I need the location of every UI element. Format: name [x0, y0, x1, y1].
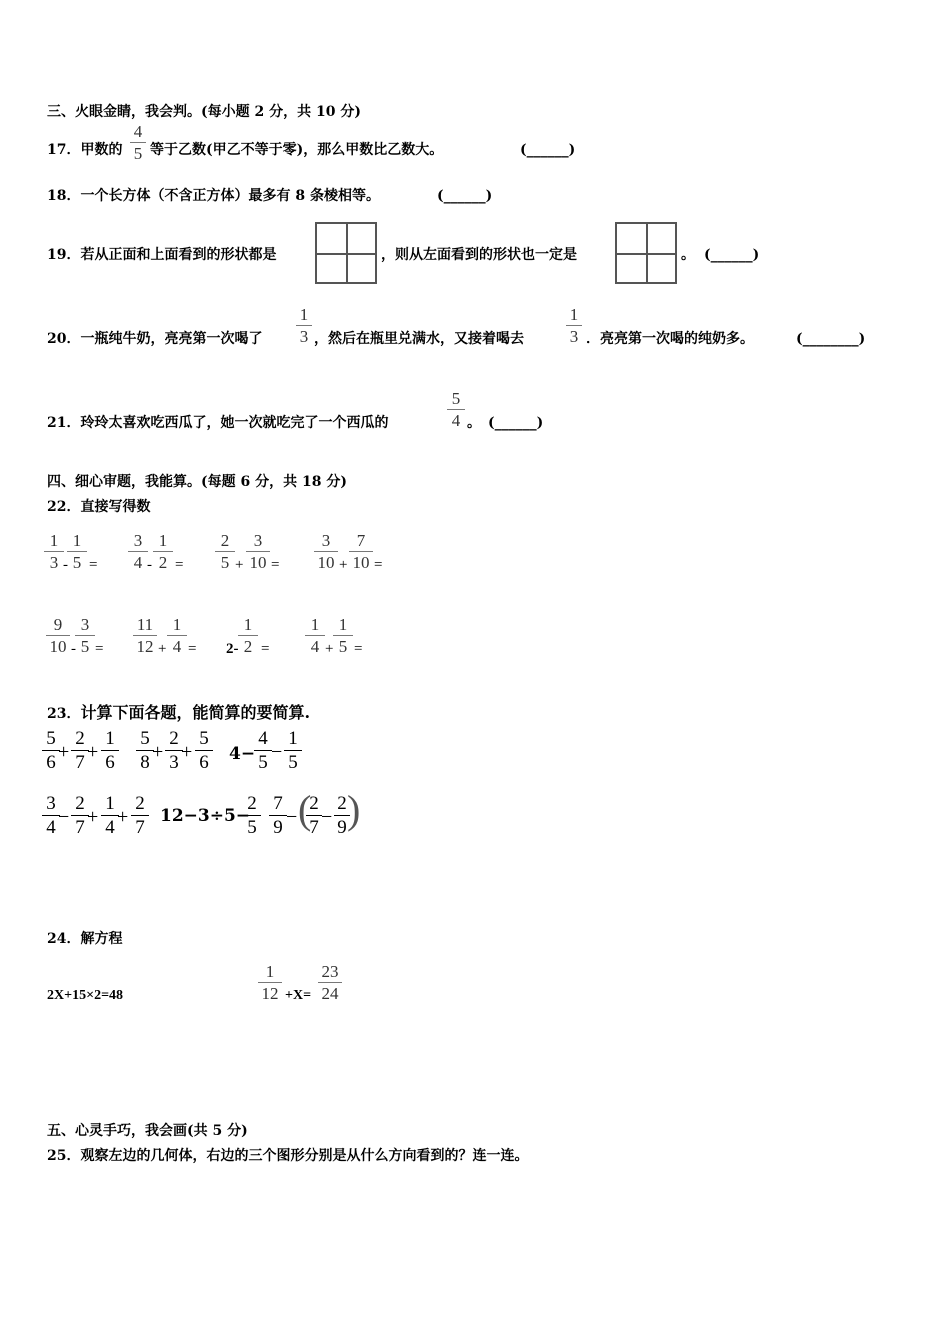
fraction	[67, 531, 87, 572]
q17	[47, 141, 122, 159]
fraction	[131, 793, 149, 838]
numerator: 1	[569, 305, 579, 324]
numerator: 2	[247, 793, 257, 814]
fraction	[128, 531, 148, 572]
numerator: 1	[243, 615, 253, 634]
operator: -	[147, 557, 152, 573]
q17-fraction	[130, 122, 146, 163]
equals: =	[261, 641, 270, 657]
fraction	[284, 728, 302, 773]
denominator: 9	[337, 817, 347, 838]
fraction	[75, 615, 95, 656]
numerator: 11	[136, 615, 154, 634]
denominator: 5	[247, 817, 257, 838]
q20-num: 20．	[47, 331, 81, 347]
denominator: 4	[46, 817, 56, 838]
numerator: 5	[451, 389, 461, 408]
denominator: 8	[140, 752, 150, 773]
operator: +	[235, 557, 244, 573]
fraction	[306, 793, 322, 838]
numerator: 1	[288, 728, 298, 749]
fraction	[243, 793, 261, 838]
numerator: 3	[133, 531, 143, 550]
numerator: 3	[46, 793, 56, 814]
q22-header	[47, 498, 150, 516]
q17-pre: 甲数的	[80, 142, 123, 158]
denominator: 10	[317, 553, 335, 572]
q25	[47, 1147, 528, 1165]
equals: =	[175, 557, 184, 573]
numerator: 1	[105, 793, 115, 814]
equals: =	[95, 641, 104, 657]
fraction	[314, 531, 338, 572]
fraction	[238, 615, 258, 656]
numerator: 4	[133, 122, 143, 141]
q20-pre: 一瓶纯牛奶，亮亮第一次喝了	[80, 331, 263, 347]
q19-post: 。	[681, 247, 695, 263]
numerator: 1	[105, 728, 115, 749]
q23-header	[47, 700, 310, 723]
operator: +	[87, 741, 99, 763]
right-paren: )	[347, 787, 361, 832]
numerator: 2	[337, 793, 347, 814]
q19-num: 19．	[47, 247, 81, 263]
operator: +	[152, 741, 164, 763]
denominator: 4	[105, 817, 115, 838]
q23-num: 23．	[47, 706, 81, 722]
numerator: 1	[265, 962, 275, 981]
q21-fraction	[447, 389, 465, 430]
denominator: 9	[273, 817, 283, 838]
q21-answer-blank[interactable]: (______)	[488, 415, 544, 431]
denominator: 2	[158, 553, 168, 572]
q25-num: 25．	[47, 1148, 81, 1164]
q24-num: 24．	[47, 931, 81, 947]
section3-title: 三、火眼金睛，我会判。(每小题 2 分，共 10 分)	[47, 104, 361, 120]
operator: +	[325, 641, 334, 657]
numerator: 7	[356, 531, 366, 550]
equals: =	[374, 557, 383, 573]
denominator: 5	[220, 553, 230, 572]
numerator: 2	[75, 793, 85, 814]
fraction	[246, 531, 270, 572]
fraction	[133, 615, 157, 656]
q24-equation-1: 2X+15×2=48	[47, 988, 124, 1003]
denominator: 3	[569, 327, 579, 346]
fraction	[167, 615, 187, 656]
numerator: 23	[321, 962, 339, 981]
numerator: 5	[46, 728, 56, 749]
numerator: 1	[338, 615, 348, 634]
equals: =	[354, 641, 363, 657]
numerator: 1	[310, 615, 320, 634]
q20	[47, 330, 262, 348]
fraction	[333, 615, 353, 656]
q24-title: 解方程	[80, 931, 123, 947]
numerator: 5	[199, 728, 209, 749]
q19	[47, 246, 276, 264]
section4-title: 四、细心审题，我能算。(每题 6 分，共 18 分)	[47, 474, 347, 490]
denominator: 6	[199, 752, 209, 773]
numerator: 1	[299, 305, 309, 324]
fraction	[269, 793, 287, 838]
numerator: 4	[258, 728, 268, 749]
operator: +	[339, 557, 348, 573]
numerator: 1	[72, 531, 82, 550]
q22-title: 直接写得数	[80, 499, 151, 515]
denominator: 12	[261, 984, 279, 1003]
denominator: 10	[249, 553, 267, 572]
fraction	[101, 728, 119, 773]
q23-title: 计算下面各题，能简算的要简算.	[80, 703, 311, 722]
q20-post: ．亮亮第一次喝的纯奶多。	[586, 331, 754, 347]
q21-pre: 玲玲太喜欢吃西瓜了，她一次就吃完了一个西瓜的	[80, 415, 389, 431]
numerator: 3	[321, 531, 331, 550]
fraction	[254, 728, 272, 773]
denominator: 4	[451, 411, 461, 430]
denominator: 2	[243, 637, 253, 656]
denominator: 4	[310, 637, 320, 656]
q17-post: 等于乙数(甲乙不等于零)，那么甲数比乙数大。	[150, 142, 444, 158]
q19-pre: 若从正面和上面看到的形状都是	[80, 247, 277, 263]
q19-grid-shape-1	[315, 222, 377, 284]
q18-num: 18．	[47, 188, 81, 204]
q21	[47, 414, 388, 432]
denominator: 5	[133, 144, 143, 163]
equals: =	[271, 557, 280, 573]
denominator: 7	[75, 817, 85, 838]
operator: -	[63, 557, 68, 573]
operator: -	[71, 641, 76, 657]
numerator: 2	[75, 728, 85, 749]
denominator: 12	[136, 637, 154, 656]
denominator: 3	[169, 752, 179, 773]
denominator: 4	[172, 637, 182, 656]
fraction	[195, 728, 213, 773]
numerator: 3	[80, 615, 90, 634]
fraction	[318, 962, 342, 1003]
denominator: 3	[299, 327, 309, 346]
denominator: 4	[133, 553, 143, 572]
q25-text: 观察左边的几何体，右边的三个图形分别是从什么方向看到的？连一连。	[80, 1148, 529, 1164]
fraction	[44, 531, 64, 572]
denominator: 10	[49, 637, 67, 656]
q21-num: 21．	[47, 415, 81, 431]
q20-answer-blank[interactable]: (________)	[796, 331, 866, 347]
denominator: 5	[80, 637, 90, 656]
numerator: 3	[253, 531, 263, 550]
numerator: 9	[53, 615, 63, 634]
q20-fraction-2	[566, 305, 582, 346]
denominator: 7	[75, 752, 85, 773]
q22-num: 22．	[47, 499, 81, 515]
prefix: 2-	[226, 641, 239, 657]
operator: +	[158, 641, 167, 657]
denominator: 6	[105, 752, 115, 773]
fraction	[258, 962, 282, 1003]
numerator: 2	[309, 793, 319, 814]
fraction	[349, 531, 373, 572]
section5-title: 五、心灵手巧，我会画(共 5 分)	[47, 1123, 248, 1139]
prefix: 4−	[229, 744, 256, 764]
denominator: 7	[135, 817, 145, 838]
operator: −	[58, 806, 70, 828]
q17-num: 17．	[47, 142, 81, 158]
operator: −	[286, 806, 298, 828]
numerator: 1	[172, 615, 182, 634]
denominator: 3	[49, 553, 59, 572]
numerator: 1	[49, 531, 59, 550]
denominator: 5	[258, 752, 268, 773]
denominator: 5	[338, 637, 348, 656]
denominator: 6	[46, 752, 56, 773]
q20-fraction-1	[296, 305, 312, 346]
operator: +	[117, 806, 129, 828]
equals: =	[89, 557, 98, 573]
fraction	[46, 615, 70, 656]
numerator: 1	[158, 531, 168, 550]
numerator: 5	[140, 728, 150, 749]
q17-answer-blank[interactable]: (______)	[520, 142, 576, 158]
q24-header	[47, 930, 122, 948]
equation-middle: +X=	[285, 988, 312, 1003]
q19-mid: ，则从左面看到的形状也一定是	[381, 247, 577, 263]
operator: +	[87, 806, 99, 828]
q18	[47, 187, 380, 205]
denominator: 5	[72, 553, 82, 572]
operator: +	[181, 741, 193, 763]
equals: =	[188, 641, 197, 657]
numerator: 2	[169, 728, 179, 749]
numerator: 2	[135, 793, 145, 814]
q18-text: 一个长方体（不含正方体）最多有 8 条棱相等。	[80, 188, 380, 204]
denominator: 7	[309, 817, 319, 838]
operator: −	[321, 806, 333, 828]
fraction	[215, 531, 235, 572]
numerator: 2	[220, 531, 230, 550]
numerator: 7	[273, 793, 283, 814]
left-paren: (	[298, 787, 312, 832]
prefix: 12−3÷5−	[160, 806, 251, 826]
fraction	[153, 531, 173, 572]
q18-answer-blank[interactable]: (______)	[437, 188, 493, 204]
q20-mid: ，然后在瓶里兑满水，又接着喝去	[314, 331, 524, 347]
operator: +	[58, 741, 70, 763]
denominator: 24	[321, 984, 339, 1003]
denominator: 10	[352, 553, 370, 572]
denominator: 5	[288, 752, 298, 773]
operator: −	[271, 741, 283, 763]
q19-grid-shape-2	[615, 222, 677, 284]
q19-answer-blank[interactable]: (______)	[704, 247, 760, 263]
fraction	[305, 615, 325, 656]
q21-post: 。	[467, 415, 481, 431]
